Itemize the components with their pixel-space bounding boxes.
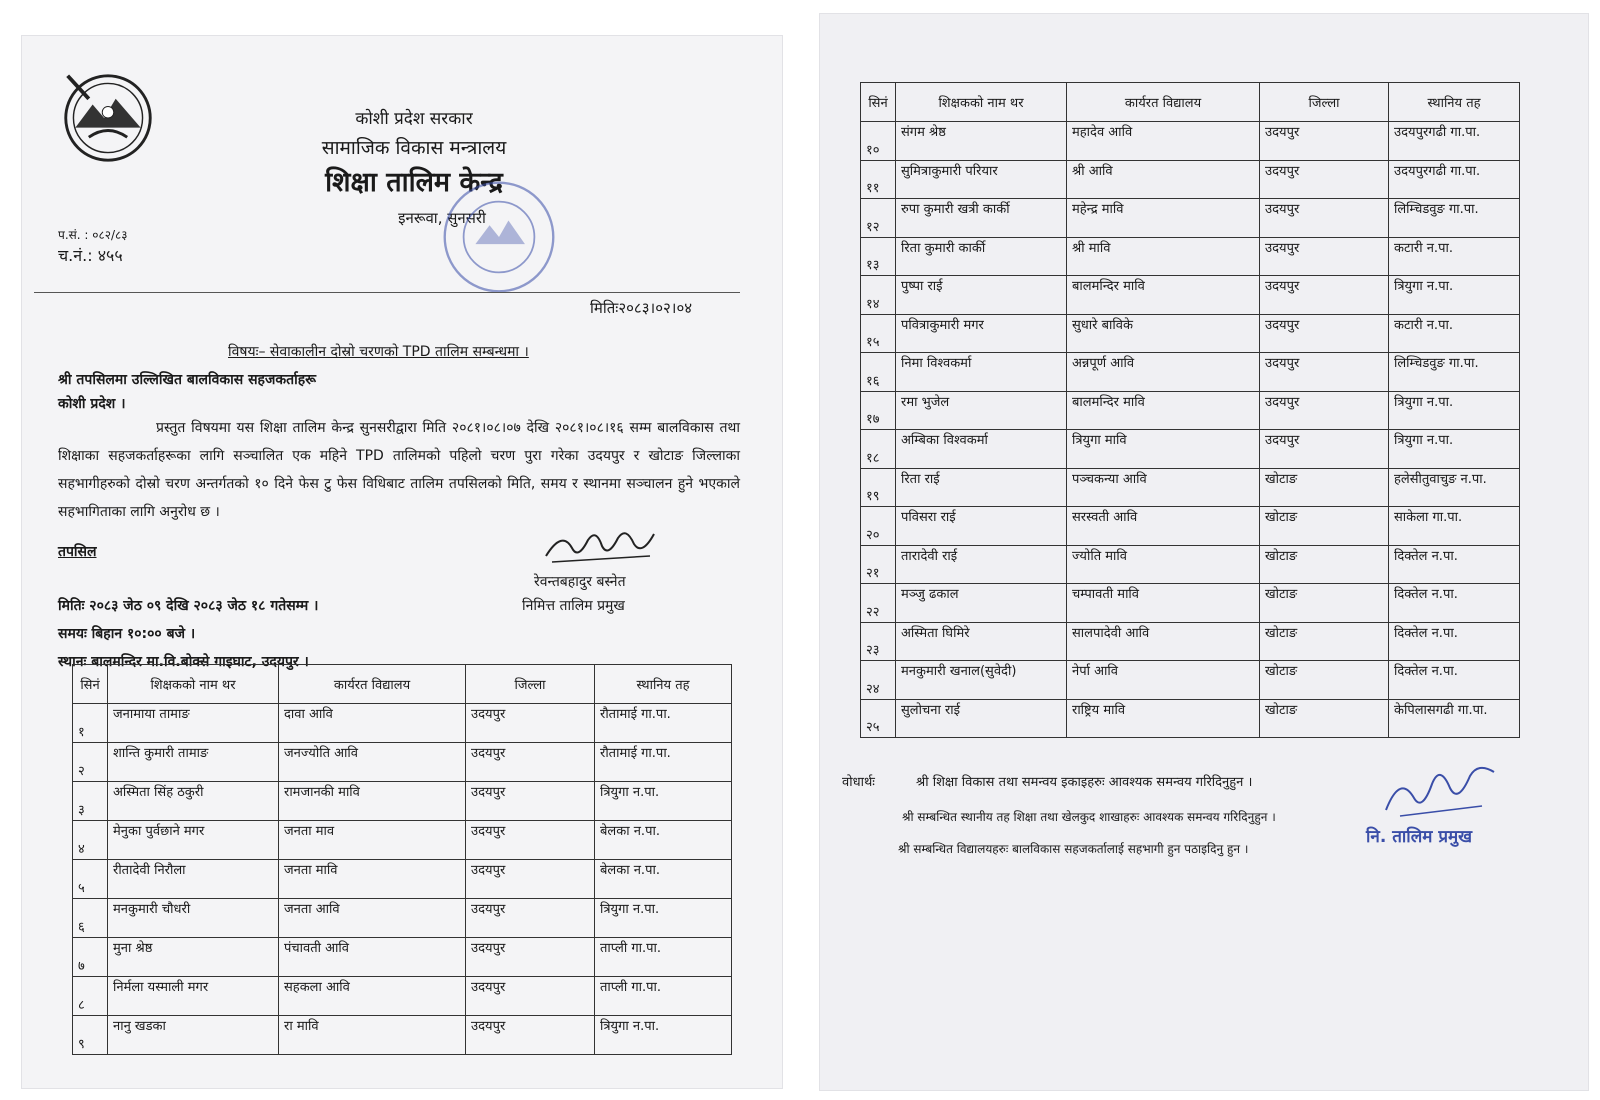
dispatch-number: च.नं.: ४५५ <box>58 246 123 265</box>
row-school: महेन्द्र मावि <box>1067 199 1260 238</box>
row-local-level: कटारी न.पा. <box>1389 314 1520 353</box>
row-district: उदयपुर <box>1260 237 1389 276</box>
row-serial-number: २१ <box>861 545 896 584</box>
row-teacher-name: सुलोचना राई <box>896 699 1067 738</box>
header-name: शिक्षकको नाम थर <box>896 83 1067 122</box>
row-serial-number: ९ <box>73 1016 108 1055</box>
table-row <box>861 507 1520 546</box>
row-district: उदयपुर <box>466 860 595 899</box>
row-district: उदयपुर <box>1260 430 1389 469</box>
row-district: उदयपुर <box>466 1016 595 1055</box>
row-school: बालमन्दिर मावि <box>1067 391 1260 430</box>
row-district: उदयपुर <box>1260 276 1389 315</box>
header-ministry: सामाजिक विकास मन्त्रालय <box>321 137 507 159</box>
row-district: खोटाङ <box>1260 584 1389 623</box>
header-local-level: स्थानिय तह <box>1389 83 1520 122</box>
row-serial-number: ८ <box>73 977 108 1016</box>
row-district: उदयपुर <box>466 899 595 938</box>
signer-name: रेवन्तबहादुर बस्नेत <box>534 574 626 590</box>
row-school: सालपादेवी आवि <box>1067 622 1260 661</box>
row-local-level: उदयपुरगढी गा.पा. <box>1389 160 1520 199</box>
signature-icon <box>542 520 662 570</box>
letter-date: मितिः२०८३।०२।०४ <box>590 299 693 317</box>
table-row <box>73 704 732 743</box>
row-serial-number: १ <box>73 704 108 743</box>
row-serial-number: २० <box>861 507 896 546</box>
table-row <box>861 545 1520 584</box>
row-local-level: बेलका न.पा. <box>595 860 732 899</box>
row-serial-number: १६ <box>861 353 896 392</box>
row-district: खोटाङ <box>1260 545 1389 584</box>
row-district: उदयपुर <box>1260 353 1389 392</box>
row-school: अन्नपूर्ण आवि <box>1067 353 1260 392</box>
table-row <box>861 276 1520 315</box>
row-teacher-name: मनकुमारी खनाल(सुवेदी) <box>896 661 1067 700</box>
row-teacher-name: संगम श्रेष्ठ <box>896 122 1067 161</box>
table-row <box>73 1016 732 1055</box>
row-district: उदयपुर <box>1260 391 1389 430</box>
row-district: खोटाङ <box>1260 622 1389 661</box>
row-teacher-name: पुष्पा राई <box>896 276 1067 315</box>
row-school: श्री आवि <box>1067 160 1260 199</box>
row-school: सरस्वती आवि <box>1067 507 1260 546</box>
row-local-level: दिक्तेल न.पा. <box>1389 661 1520 700</box>
addressee-line2: कोशी प्रदेश । <box>58 396 126 412</box>
row-school: पञ्चकन्या आवि <box>1067 468 1260 507</box>
row-local-level: साकेला गा.पा. <box>1389 507 1520 546</box>
row-serial-number: २४ <box>861 661 896 700</box>
row-school: राष्ट्रिय मावि <box>1067 699 1260 738</box>
table-row <box>861 353 1520 392</box>
header-government: कोशी प्रदेश सरकार <box>355 109 473 129</box>
row-district: उदयपुर <box>1260 314 1389 353</box>
row-school: त्रियुगा मावि <box>1067 430 1260 469</box>
reference-number: प.सं. : ०८२/८३ <box>58 228 128 242</box>
row-school: जनता आवि <box>279 899 466 938</box>
row-district: उदयपुर <box>1260 199 1389 238</box>
table-row <box>861 391 1520 430</box>
row-district: खोटाङ <box>1260 699 1389 738</box>
table-row <box>861 699 1520 738</box>
schedule-venue: स्थानः बालमन्दिर मा.वि.बोक्से गाइघाट, उदयपुर । <box>58 654 309 670</box>
header-sn: सिनं <box>861 83 896 122</box>
row-school: जनता मावि <box>279 860 466 899</box>
row-teacher-name: पवित्राकुमारी मगर <box>896 314 1067 353</box>
row-teacher-name: मञ्जु ढकाल <box>896 584 1067 623</box>
row-school: रामजानकी मावि <box>279 782 466 821</box>
table-row <box>73 860 732 899</box>
row-local-level: त्रियुगा न.पा. <box>1389 391 1520 430</box>
signature-icon <box>1380 754 1500 824</box>
signer-title: निमित्त तालिम प्रमुख <box>522 598 625 614</box>
row-serial-number: १० <box>861 122 896 161</box>
tapsil-heading: तपसिल <box>58 544 97 560</box>
row-local-level: त्रियुगा न.पा. <box>1389 430 1520 469</box>
row-local-level: त्रियुगा न.पा. <box>595 782 732 821</box>
header-name: शिक्षकको नाम थर <box>108 665 279 704</box>
table-row <box>73 977 732 1016</box>
row-school: पंचावती आवि <box>279 938 466 977</box>
table-row <box>861 160 1520 199</box>
row-serial-number: ४ <box>73 821 108 860</box>
schedule-time: समयः बिहान १०:०० बजे । <box>58 626 196 642</box>
table-row <box>861 237 1520 276</box>
row-serial-number: १२ <box>861 199 896 238</box>
row-school: दावा आवि <box>279 704 466 743</box>
table-row <box>861 430 1520 469</box>
row-school: नेर्पा आवि <box>1067 661 1260 700</box>
row-teacher-name: सुमित्राकुमारी परियार <box>896 160 1067 199</box>
row-teacher-name: रिता कुमारी कार्की <box>896 237 1067 276</box>
bodharth-line2: श्री सम्बन्धित स्थानीय तह शिक्षा तथा खेलकुद शाखाहरुः आवश्यक समन्वय गरिदिनुहुन । <box>902 810 1276 824</box>
row-district: उदयपुर <box>466 821 595 860</box>
row-school: जनता माव <box>279 821 466 860</box>
row-district: खोटाङ <box>1260 661 1389 700</box>
row-teacher-name: रिता राई <box>896 468 1067 507</box>
row-district: खोटाङ <box>1260 507 1389 546</box>
header-divider <box>34 292 740 293</box>
row-school: जनज्योति आवि <box>279 743 466 782</box>
table-row <box>73 938 732 977</box>
row-serial-number: २३ <box>861 622 896 661</box>
row-district: उदयपुर <box>466 743 595 782</box>
row-school: रा मावि <box>279 1016 466 1055</box>
row-serial-number: ३ <box>73 782 108 821</box>
row-local-level: रौतामाई गा.पा. <box>595 743 732 782</box>
designation-stamp: नि. तालिम प्रमुख <box>1366 827 1473 847</box>
row-school: सुधारे बाविके <box>1067 314 1260 353</box>
row-teacher-name: शान्ति कुमारी तामाङ <box>108 743 279 782</box>
row-local-level: उदयपुरगढी गा.पा. <box>1389 122 1520 161</box>
row-serial-number: ११ <box>861 160 896 199</box>
table-row <box>73 821 732 860</box>
table-row <box>861 584 1520 623</box>
header-district: जिल्ला <box>1260 83 1389 122</box>
row-serial-number: १९ <box>861 468 896 507</box>
row-school: श्री मावि <box>1067 237 1260 276</box>
row-school: सहकला आवि <box>279 977 466 1016</box>
row-serial-number: १८ <box>861 430 896 469</box>
row-district: खोटाङ <box>1260 468 1389 507</box>
row-district: उदयपुर <box>466 938 595 977</box>
bodharth-label: वोधार्थः <box>842 775 875 790</box>
table-row <box>861 122 1520 161</box>
table-header-row <box>861 83 1520 122</box>
header-school: कार्यरत विद्यालय <box>279 665 466 704</box>
table-row <box>73 782 732 821</box>
row-local-level: लिम्चिडवुङ गा.पा. <box>1389 199 1520 238</box>
table-row <box>861 661 1520 700</box>
row-teacher-name: रमा भुजेल <box>896 391 1067 430</box>
row-teacher-name: पविसरा राई <box>896 507 1067 546</box>
row-local-level: केपिलासगढी गा.पा. <box>1389 699 1520 738</box>
table-row <box>73 743 732 782</box>
row-teacher-name: मेनुका पुर्वछाने मगर <box>108 821 279 860</box>
row-serial-number: २ <box>73 743 108 782</box>
row-serial-number: २२ <box>861 584 896 623</box>
row-serial-number: ७ <box>73 938 108 977</box>
row-district: उदयपुर <box>1260 160 1389 199</box>
row-teacher-name: जनामाया तामाङ <box>108 704 279 743</box>
row-serial-number: १५ <box>861 314 896 353</box>
row-teacher-name: मुना श्रेष्ठ <box>108 938 279 977</box>
schedule-date: मितिः २०८३ जेठ ०९ देखि २०८३ जेठ १८ गतेसम्म । <box>58 598 319 614</box>
row-local-level: ताप्ली गा.पा. <box>595 938 732 977</box>
addressee-line1: श्री तपसिलमा उल्लिखित बालविकास सहजकर्ताहरू <box>58 372 317 388</box>
row-local-level: लिम्चिडवुङ गा.पा. <box>1389 353 1520 392</box>
header-location: इनरूवा, सुनसरी <box>398 209 486 227</box>
row-teacher-name: रुपा कुमारी खत्री कार्की <box>896 199 1067 238</box>
participants-table-right <box>860 82 1520 738</box>
table-row <box>861 468 1520 507</box>
table-row <box>861 199 1520 238</box>
row-district: उदयपुर <box>466 782 595 821</box>
row-serial-number: १७ <box>861 391 896 430</box>
header-school: कार्यरत विद्यालय <box>1067 83 1260 122</box>
row-district: उदयपुर <box>466 977 595 1016</box>
row-local-level: त्रियुगा न.पा. <box>1389 276 1520 315</box>
letter-body: प्रस्तुत विषयमा यस शिक्षा तालिम केन्द्र सुनसरीद्वारा मिति २०८१।०८।०७ देखि २०८१।०८।१६ सम्म बालविकास तथा शिक्षाका सहजकर्ताहरूका लागि सञ्चालित एक महिने TPD तालिमको पहिलो चरण पुरा गरेका उदयपुर र खोटाङ जिल्लाका सहभागीहरुको दोस्रो चरण अन्तर्गतको १० दिने फेस टु फेस विधिबाट तालिम तपसिलको मिति, समय र स्थानमा सञ्चालन हुने भएकाले सहभागिताका लागि अनुरोध छ । <box>58 420 740 520</box>
row-serial-number: १३ <box>861 237 896 276</box>
row-serial-number: ५ <box>73 860 108 899</box>
row-teacher-name: अस्मिता सिंह ठकुरी <box>108 782 279 821</box>
row-teacher-name: निर्मला यस्माली मगर <box>108 977 279 1016</box>
letter-subject: विषयः– सेवाकालीन दोस्रो चरणको TPD तालिम सम्बन्धमा । <box>228 344 529 360</box>
row-teacher-name: निमा विश्वकर्मा <box>896 353 1067 392</box>
row-school: ज्योति मावि <box>1067 545 1260 584</box>
table-row <box>861 622 1520 661</box>
row-serial-number: २५ <box>861 699 896 738</box>
row-serial-number: ६ <box>73 899 108 938</box>
row-local-level: बेलका न.पा. <box>595 821 732 860</box>
letter-page-left <box>22 36 782 1088</box>
row-serial-number: १४ <box>861 276 896 315</box>
bodharth-line1: श्री शिक्षा विकास तथा समन्वय इकाइहरुः आवश्यक समन्वय गरिदिनुहुन । <box>916 775 1253 790</box>
row-teacher-name: नानु खडका <box>108 1016 279 1055</box>
row-local-level: हलेसीतुवाचुङ न.पा. <box>1389 468 1520 507</box>
row-local-level: दिक्तेल न.पा. <box>1389 545 1520 584</box>
row-local-level: रौतामाई गा.पा. <box>595 704 732 743</box>
row-teacher-name: अम्बिका विश्वकर्मा <box>896 430 1067 469</box>
table-header-row <box>73 665 732 704</box>
row-local-level: ताप्ली गा.पा. <box>595 977 732 1016</box>
row-school: बालमन्दिर मावि <box>1067 276 1260 315</box>
row-district: उदयपुर <box>1260 122 1389 161</box>
row-teacher-name: रीतादेवी निरौला <box>108 860 279 899</box>
participants-table-left <box>72 664 732 1055</box>
row-local-level: त्रियुगा न.पा. <box>595 899 732 938</box>
bodharth-line3: श्री सम्बन्धित विद्यालयहरुः बालविकास सहजकर्तालाई सहभागी हुन पठाइदिनु हुन । <box>898 842 1249 856</box>
header-district: जिल्ला <box>466 665 595 704</box>
table-row <box>73 899 732 938</box>
header-center: शिक्षा तालिम केन्द्र <box>325 167 503 198</box>
row-local-level: त्रियुगा न.पा. <box>595 1016 732 1055</box>
row-local-level: दिक्तेल न.पा. <box>1389 622 1520 661</box>
row-teacher-name: अस्मिता घिमिरे <box>896 622 1067 661</box>
table-row <box>861 314 1520 353</box>
row-district: उदयपुर <box>466 704 595 743</box>
letter-page-right <box>820 14 1588 1090</box>
row-school: चम्पावती मावि <box>1067 584 1260 623</box>
header-sn: सिनं <box>73 665 108 704</box>
row-local-level: कटारी न.पा. <box>1389 237 1520 276</box>
row-teacher-name: मनकुमारी चौधरी <box>108 899 279 938</box>
row-teacher-name: तारादेवी राई <box>896 545 1067 584</box>
row-local-level: दिक्तेल न.पा. <box>1389 584 1520 623</box>
row-school: महादेव आवि <box>1067 122 1260 161</box>
header-local-level: स्थानिय तह <box>595 665 732 704</box>
office-stamp-icon <box>440 178 558 296</box>
